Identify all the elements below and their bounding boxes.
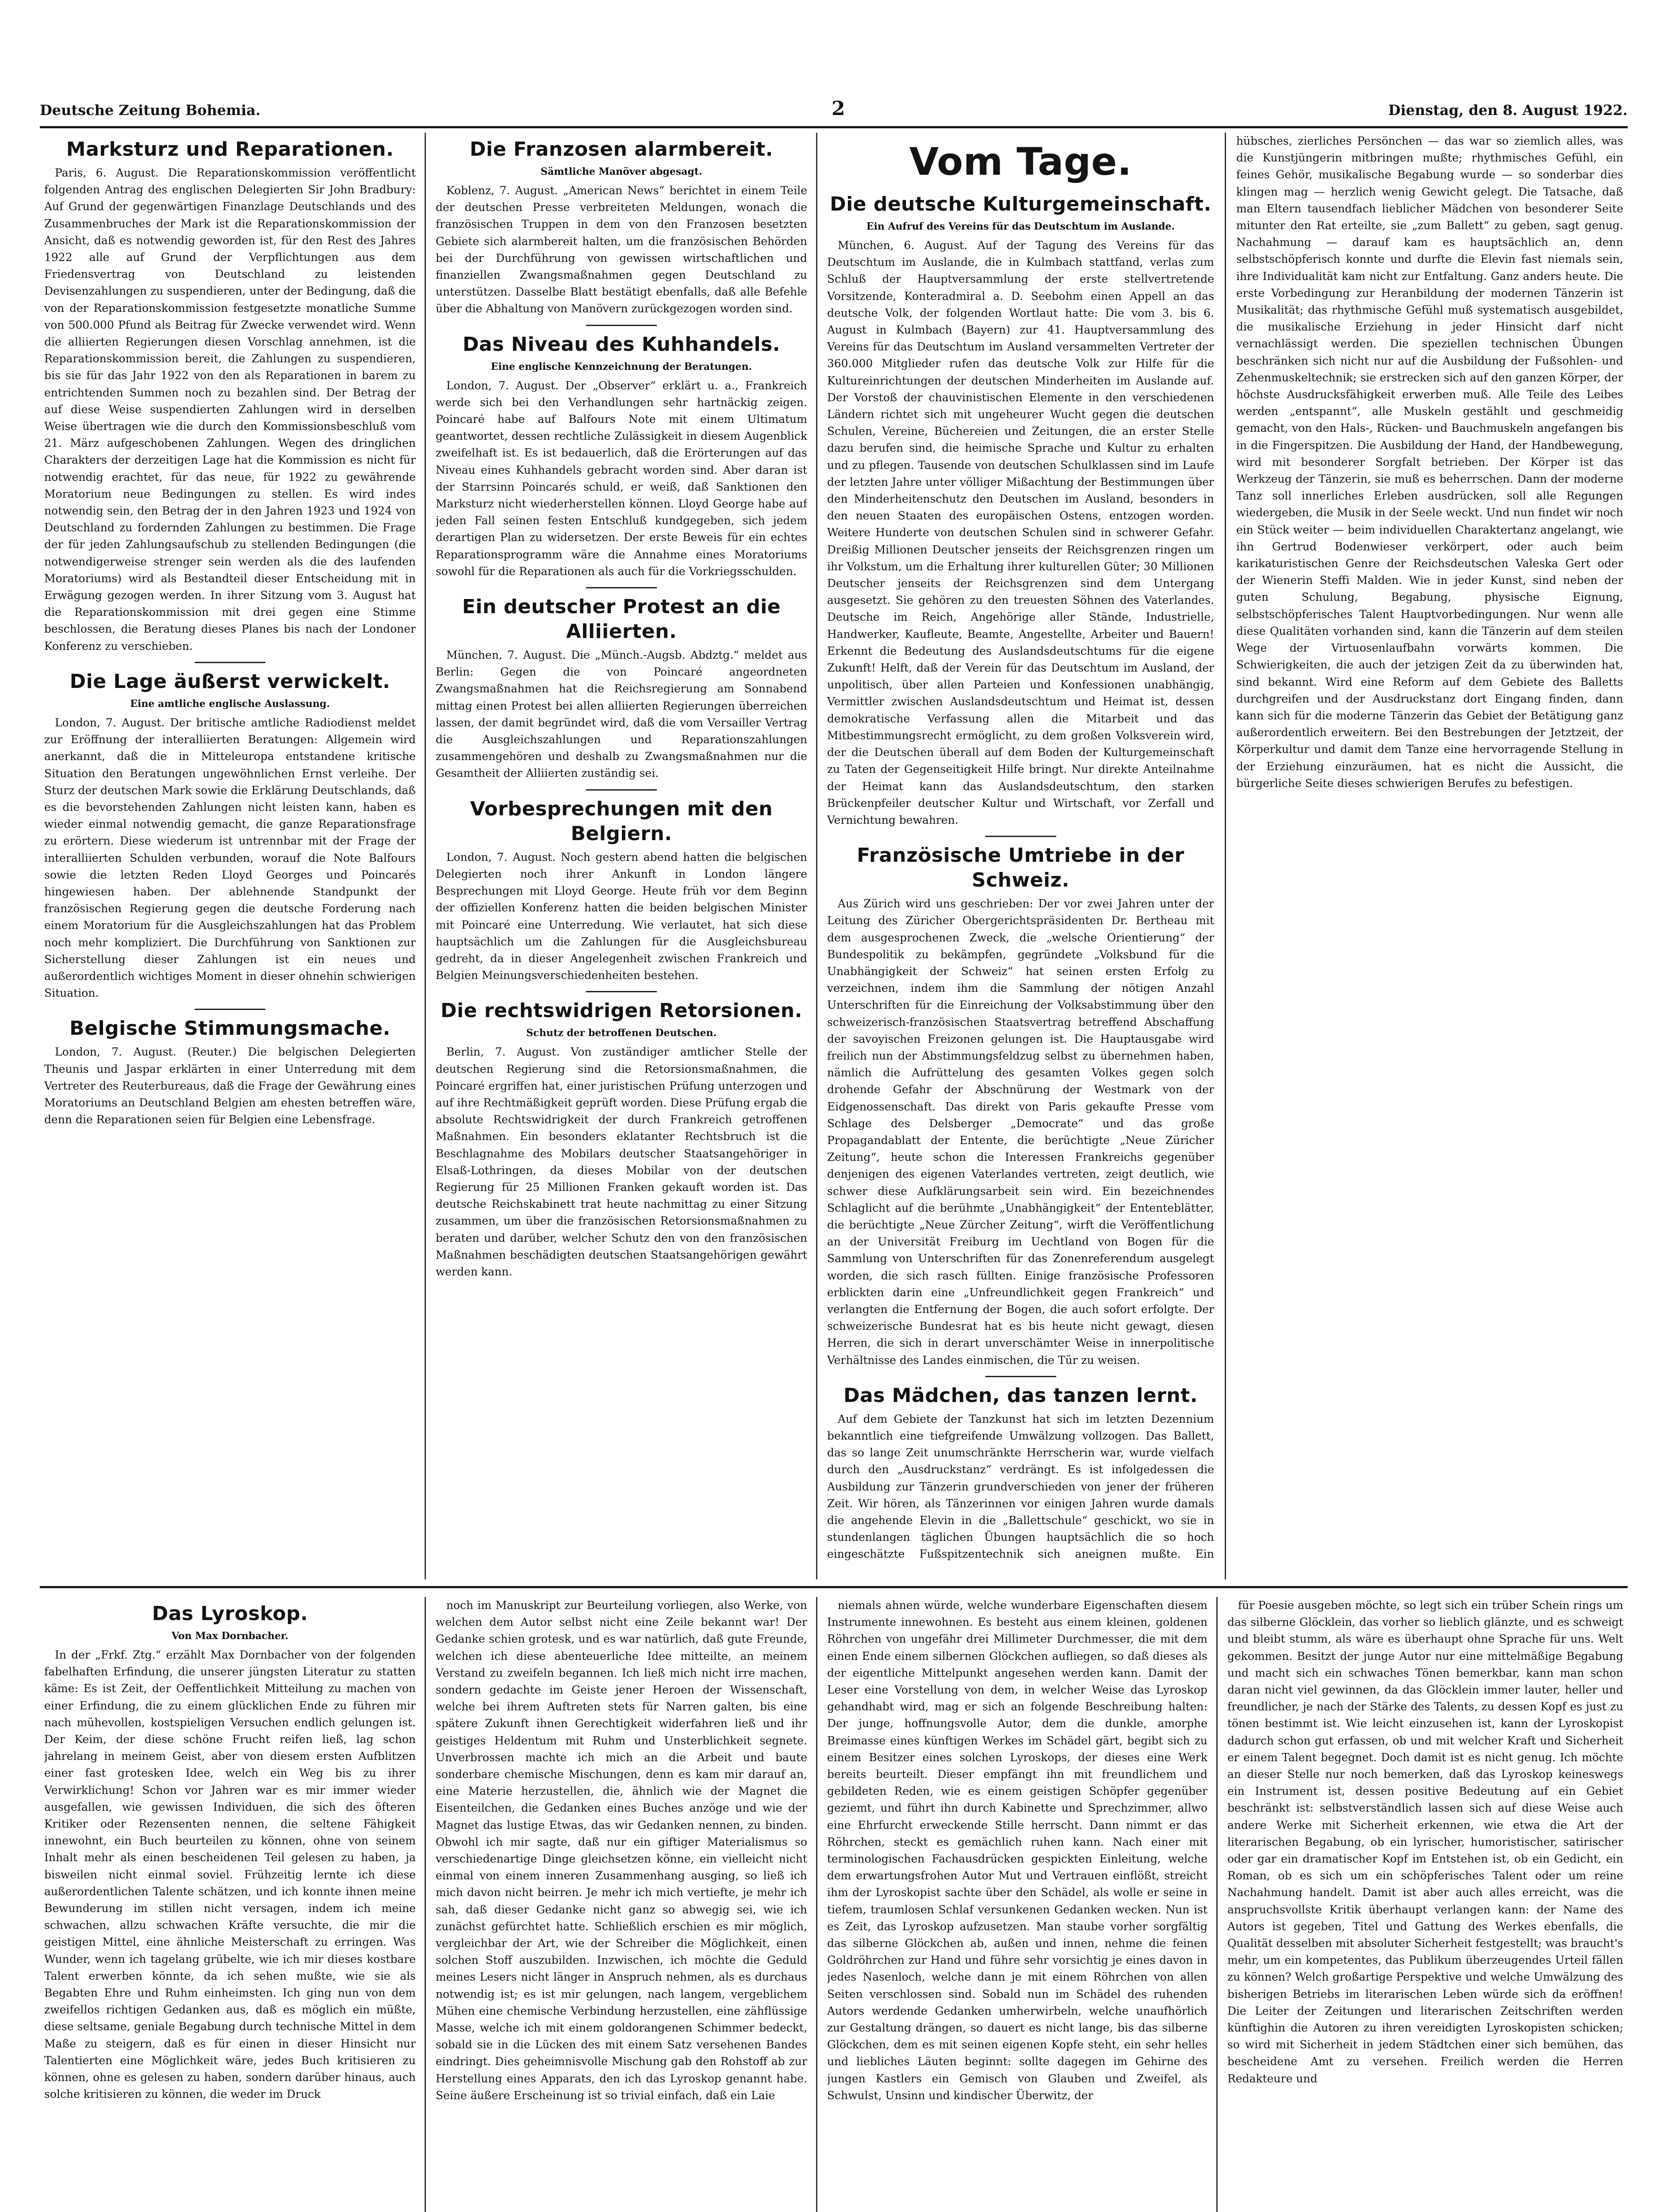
article	[44, 669, 416, 1002]
article-body: Auf dem Gebiete der Tanzkunst hat sich im letzten Dezennium bekanntlich eine tiefgreifende Umwälzung vollzogen. Das Ballett, das so lange Zeit unumschränkte Herrscherin war, wurde vielfach durch den „Ausdruckstanz“ verdrängt. Es ist infolgedessen die Ausbildung zur Tänzerin grundverschieden von jener der früheren Zeit. Wir hören, als Tänzerinnen vor einigen Jahren wurde damals die angehende Elevin in die „Ballettschule“ geschickt, wo sie in stundenlangen täglichen Übungen hauptsächlich die so hoch eingeschätzte Fußspitzentechnik sich aneignen mußte. Ein hübsches, zierliches Persönchen — das war so ziemlich alles, was die Kunstjüngerin mitbringen mußte; rhythmisches Gefühl, ein feines Gehör, musikalische Begabung wurde — so sonderbar dies klingen mag — herzlich wenig Gewicht gelegt. Die Tatsache, daß man Eltern tausendfach lieblicher Mädchen von besonderer Seite mitunter den Rat erteilte, sie „zum Ballett“ zu geben, sagt genug. Nachahmung — darauf kam es hauptsächlich an, denn selbstschöpferisch konnte und durfte die Elevin fast niemals sein, ihre Individualität kam nicht zur Entfaltung. Ganz anders heute. Die erste Vorbedingung zur Heranbildung der modernen Tänzerin ist Musikalität; das rhythmische Gefühl muß systematisch ausgebildet, die musikalische Erziehung in jeder Hinsicht darf nicht vernachlässigt werden. Die speziellen technischen Übungen beschränken sich nicht nur auf die Ausbildung der Fußsohlen- und Zehenmuskeltechnik; sie erstrecken sich auf den ganzen Körper, der höchste Ausdrucksfähigkeit erwerben muß. Alle Teile des Leibes werden „entspannt“, alle Muskeln gestählt und geschmeidig gemacht, von den Hals-, Rücken- und Bauchmuskeln angefangen bis in die Fingerspitzen. Die Ausbildung der Hand, der Handbewegung, wird mit besonderer Sorgfalt betrieben. Der Körper ist das Werkzeug der Tänzerin, sie muß es beherrschen. Dann der moderne Tanz soll innerliches Erleben ausdrücken, soll alle Regungen wiedergeben, die Musik in der Seele weckt. Und nun findet wir noch ein Stück weiter — beim individuellen Charaktertanz angelangt, wie ihn Gertrud Bodenwieser verkörpert, oder auch beim karikaturistischen Genre der Reichsdeutschen Valeska Gert oder der Wienerin Steffi Malden. Wie in jeder Kunst, sind neben der guten Schulung, Begabung, physische Eignung, selbstschöpferisches Talent Hauptvorbedingungen. Nur wenn alle diese Qualitäten vorhanden sind, kann die Tänzerin auf dem steilen Wege der Virtuosenlaufbahn vorwärts kommen. Die Schwierigkeiten, die auch der jetzigen Zeit da zu überwinden hat, sind bekannt. Wird eine Reform auf dem Gebiete des Balletts durchgreifen und der Ausdruckstanz dort Eingang finden, dann kann sich für die moderne Tänzerin das Gebiet der Betätigung ganz außerordentlich erweitern. Bei den Bestrebungen der Jetztzeit, der Körperkultur und damit dem Tanze eine hervorragende Stellung in der Erziehung einzuräumen, hat es nicht die Aussicht, die bürgerliche Seite dieses schwierigen Berufes zu befestigen.	[827, 134, 1623, 1561]
article-body: München, 6. August. Auf der Tagung des Vereins für das Deutschtum im Auslande, die in Kulmbach stattfand, verlas zum Schluß der Hauptversammlung der erste stellvertretende Vorsitzende, Konteradmiral a. D. Seebohm einen Appell an das deutsche Volk, der folgenden Wortlaut hatte: Die vom 3. bis 6. August in Kulmbach (Bayern) zur 41. Hauptversammlung des Vereins für das Deutschtum im Ausland versammelten Vertreter der 360.000 Mitglieder rufen das deutsche Volk zur Hilfe für die Kultureinrichtungen der deutschen Minderheiten im Auslande auf. Der Vorstoß der chauvinistischen Elemente in den verschiedenen Ländern richtet sich mit ungeheurer Wucht gegen die deutschen Schulen, Vereine, Büchereien und Zeitungen, die an erster Stelle dazu berufen sind, die heimische Sprache und Kultur zu erhalten und zu pflegen. Tausende von deutschen Schulklassen sind im Laufe der letzten Jahre unter völliger Mißachtung der Bestimmungen über den Minderheitenschutz den Deutschen im Ausland, besonders in den neuen Staaten des europäischen Ostens, entzogen worden. Weitere Hunderte von deutschen Schulen sind in schwerer Gefahr. Dreißig Millionen Deutscher jenseits der Reichsgrenzen ringen um ihr Volkstum, um die Erhaltung ihrer kulturellen Güter; 30 Millionen Deutscher jenseits der Reichsgrenzen sind dem Untergang ausgesetzt. Sie gehören zu den treuesten Söhnen des Vaterlandes. Deutsche im Reich, Angehörige aller Stände, Industrielle, Handwerker, Kaufleute, Beamte, Angestellte, Arbeiter und Bauern! Erkennt die Bedeutung des Auslandsdeutschtums für die eigene Zukunft! Helft, daß der Verein für das Deutschtum im Ausland, der unpolitisch, über allen Parteien und Konfessionen unabhängig, Vermittler zwischen Auslandsdeutschtum und Heimat ist, dessen demokratische Verfassung allen die Mitarbeit und das Mitbestimmungsrecht ermöglicht, zu dem großen Volksverein wird, der die Deutschen überall auf dem Boden der Kulturgemeinschaft zu Taten der Gegenseitigkeit Hilfe bringt. Nur direkte Anteilnahme der Heimat kann das Auslandsdeutschtum, den starken Brückenpfeiler deutscher Kultur und Wirtschaft, vor Zerfall und Vernichtung bewahren.	[827, 239, 1214, 826]
article-headline: Das Mädchen, das tanzen lernt.	[843, 1384, 1198, 1407]
feuilleton-column-2	[436, 1597, 807, 2212]
article-body: London, 7. August. (Reuter.) Die belgischen Delegierten Theunis und Jaspar erklärten in einer Unterredung mit dem Vertreter des Reuterbureaus, daß die Frage der Gewährung eines Moratoriums an Deutschland Belgien am ehesten betreffen wäre, denn die Reparationen seien für Belgien eine Lebensfrage.	[44, 1045, 416, 1126]
article-body: für Poesie ausgeben möchte, so legt sich ein trüber Schein rings um das silberne Glöcklein, das vorher so lieblich glänzte, und es schweigt und bleibt stumm, als wäre es überhaupt ohne Sprache für uns. Welt gekommen. Besitzt der junge Autor nur eine mittelmäßige Begabung und macht sich ein schwaches Tönen bemerkbar, kann man schon daran nicht viel gewinnen, da das Glöcklein immer lauter, heller und freundlicher, je nach der Stärke des Talents, zu dessen Kopf es just zu tönen bestimmt ist. Wie leicht einzusehen ist, kann der Lyroskopist dadurch schon gut erfassen, ob und mit welcher Kraft und Sicherheit er einem Talent begegnet. Doch damit ist es nicht genug. Ich möchte an dieser Stelle nur noch bemerken, daß das Lyroskop keineswegs ein Instrument ist, dessen positive Bedeutung auf ein Gebiet beschränkt ist: selbstverständlich lassen sich auf diese Weise auch andere Werke mit Sicherheit erkennen, wie etwa die Art der literarischen Begabung, ob ein lyrischer, humoristischer, satirischer oder gar ein dramatischer Kopf im Entstehen ist, ob ein Gedicht, ein Roman, ob es sich um ein schöpferisches Talent oder um reine Nachahmung handelt. Damit ist aber auch alles erreicht, was die anspruchsvollste Kritik überhaupt verlangen kann: der Name des Autors ist gegeben, Titel und Gattung des Werkes ebenfalls, die Qualität desselben mit absoluter Sicherheit festgestellt; was braucht's mehr, um ein kompetentes, das Publikum überzeugendes Urteil fällen zu können? Welch großartige Perspektive und welche Umwälzung des bisherigen Betriebs im literarischen Leben würde sich da eröffnen! Die Leiter der Zeitungen und literarischen Zeitschriften werden künftighin die Autoren zu ihren vereidigten Lyroskopisten schicken; so wird mit Sicherheit in jedem Städtchen einer sich bemühen, das bescheidene Amt zu versehen. Freilich werden die Herren Redakteure und	[1227, 1599, 1623, 2085]
column-divider	[425, 133, 426, 1579]
article-body: London, 7. August. Der britische amtliche Radiodienst meldet zur Eröffnung der interalliierten Beratungen: Allgemein wird anerkannt, daß die in Mitteleuropa entstandene kritische Situation den Beratungen ungewöhnlichen Ernst verleihe. Der Sturz der deutschen Mark sowie die Erklärung Deutschlands, daß es die bevorstehenden Zahlungen nicht leisten kann, haben es wieder einmal notwendig gemacht, die ganze Reparationsfrage zu erörtern. Diese wiederum ist untrennbar mit der Frage der interalliierten Schulden verbunden, worauf die Note Balfours sowie die letzten Reden Lloyd Georges und Poincarés hingewiesen haben. Der ablehnende Standpunkt der französischen Regierung gegen die deutsche Forderung nach einem Moratorium für die Ausgleichszahlungen hat das Problem noch mehr kompliziert. Die Durchführung von Sanktionen zur Sicherstellung dieser Zahlungen ist ein neues und außerordentlich wichtiges Moment in dieser ohnehin schwierigen Situation.	[44, 716, 416, 1000]
article-separator	[586, 587, 657, 588]
article-body: München, 7. August. Die „Münch.-Augsb. Abdztg.“ meldet aus Berlin: Gegen die von Poincaré angeordneten Zwangsmaßnahmen hat die Reichsregierung am Sonnabend mittag einen Protest bei allen alliierten Regierungen überreichen lassen, der damit begründet wird, daß die vom Versailler Vertrag die Ausgleichszahlungen und Reparationszahlungen zusammengehören und deshalb zu Zwangsmaßnahmen nur die Gesamtheit der Alliierten zuständig sei.	[436, 649, 807, 780]
article-separator	[586, 325, 657, 326]
article-headline: Die deutsche Kulturgemeinschaft.	[830, 193, 1211, 215]
article-headline: Die Franzosen alarmbereit.	[470, 138, 773, 161]
article	[44, 1016, 416, 1128]
feuilleton-column-3	[827, 1597, 1207, 2212]
feuilleton-rule	[40, 1586, 1628, 1588]
article-body: Paris, 6. August. Die Reparationskommission veröffentlicht folgenden Antrag des englischen Delegierten Sir John Bradbury: Auf Grund der gegenwärtigen Finanzlage Deutschlands und des Zusammenbruches der Mark ist die Reparationskommission der Ansicht, daß es notwendig geworden ist, für den Rest des Jahres 1922 alle auf Grund der Verpflichtungen aus dem Friedensvertrag von Deutschland zu leistenden Devisenzahlungen zu suspendieren, unter der Bedingung, daß die von der Reparationskommission festgesetzte monatliche Summe von 500.000 Pfund als Beitrag für Zwecke verwendet wird. Wenn die alliierten Regierungen diesen Vorschlag annehmen, ist die Reparationskommission bereit, die Zahlungen zu suspendieren, bis sie für das Jahr 1922 von den als Reparationen in barem zu entrichtenden Summen noch zu bezahlen sind. Der Betrag der auf diese Weise suspendierten Zahlungen wird in derselben Weise übertragen wie die durch den Kommissionsbeschluß vom 21. März aufgeschobenen Zahlungen. Wegen des dringlichen Charakters der derzeitigen Lage hat die Kommission es nicht für notwendig erachtet, für das neue, für 1922 zu gewährende Moratorium neue Bedingungen zu stellen. Es wird indes notwendig sein, den Betrag der in den Jahren 1923 und 1924 von Deutschland zu fordernden Zahlungen zu bestimmen. Die Frage der für jeden Zahlungsaufschub zu stellenden Bedingungen (die notwendigerweise strenger sein werden als die des laufenden Moratoriums) wird als Bestandteil dieser Entscheidung mit in Erwägung gezogen werden. In ihrer Sitzung vom 3. August hat die Reparationskommission mit drei gegen eine Stimme beschlossen, die Beratung dieses Planes bis nach der Londoner Konferenz zu verschieben.	[44, 166, 416, 653]
article	[436, 332, 807, 580]
article	[827, 139, 1214, 185]
column-divider	[816, 133, 817, 1579]
article-subhead: Von Max Dornbacher.	[171, 1630, 289, 1642]
article-body: Aus Zürich wird uns geschrieben: Der vor zwei Jahren unter der Leitung des Züricher Obergerichtspräsidenten Dr. Bertheau mit dem ausgesprochenen Zweck, die „welsche Orientierung“ der Bundespolitik zu bekämpfen, gegründete „Volksbund für die Unabhängigkeit der Schweiz“ hat seinen ersten Erfolg zu verzeichnen, indem ihm die Sammlung der nötigen Anzahl Unterschriften für die Einreichung der Volksabstimmung über den schweizerisch-französischen Staatsvertrag betreffend Abschaffung der savoyischen Freizonen gelungen ist. Die Hauptausgabe wird freilich nun der Abstimmungsfeldzug selbst zu übernehmen haben, nämlich die Aufrüttelung des gesamten Volkes gegen solch drohende Gefahr der Abschnürung der Westmark von der Eidgenossenschaft. Das direkt von Paris gekaufte Presse vom Schlage des Delsberger „Democrate“ und das große Propagandablatt der Entente, die berüchtigte „Neue Züricher Zeitung“, heute schon die Interessen Frankreichs gegenüber denjenigen des eigenen Vaterlandes vertreten, zeigt deutlich, wie schwer diese Aufklärungsarbeit sein wird. Ein bezeichnendes Schlaglicht auf die berühmte „Unabhängigkeit“ der Ententeblätter, die berüchtigte „Neue Zürcher Zeitung“, wirft die Veröffentlichung an der Universität Freiburg im Uechtland von Bogen für die Sammlung von Unterschriften für das Zonenreferendum ausgelegt worden, die sich rasch füllten. Einige französische Professoren erblickten darin eine „Unfreundlichkeit gegen Frankreich“ und verlangten die Entfernung der Bogen, die auch sofort erfolgte. Der schweizerische Bundesrat hat es bis heute nicht gewagt, diesen Herren, die sich in derart unverschämter Weise in innerpolitische Verhältnisse des Landes einmischen, die Tür zu weisen.	[827, 897, 1214, 1367]
column-divider	[816, 1597, 817, 2212]
article	[44, 1601, 416, 2103]
article	[827, 192, 1214, 829]
masthead	[40, 97, 1628, 124]
column-divider	[425, 1597, 426, 2212]
article	[436, 137, 807, 318]
article-separator	[586, 991, 657, 992]
article-headline: Belgische Stimmungsmache.	[69, 1017, 391, 1040]
masthead-page-number: 2	[832, 97, 845, 120]
article-body: niemals ahnen würde, welche wunderbare Eigenschaften diesem Instrumente innewohnen. Es besteht aus einem kleinen, goldenen Röhrchen von ungefähr drei Millimeter Durchmesser, die mit dem einen Ende einem silbernen Glöckchen aufliegen, so daß dieses als der eigentliche Mittelpunkt angesehen werden kann. Damit der Leser eine Vorstellung von dem, in welcher Weise das Lyroskop gehandhabt wird, mag er sich an folgende Beschreibung halten: Der junge, hoffnungsvolle Autor, dem die dunkle, amorphe Breimasse eines künftigen Werkes im Schädel gärt, begibt sich zu einem Besitzer eines solchen Lyroskops, der dieses eine Werk bereits beurteilt. Dieser empfängt ihn mit freundlichem und gebildeten Reden, wie es einem geistigen Schöpfer gegenüber geziemt, und führt ihn durch Kabinette und Sprechzimmer, allwo eine Ehrfurcht erweckende Stille herrscht. Dann nimmt er das Röhrchen, steckt es gemächlich ruhen kann. Nach einer mit terminologischen Fachausdrücken gespickten Einleitung, welche dem erwartungsfrohen Autor Mut und Vertrauen einflößt, streicht ihm der Lyroskopist sachte über den Schädel, als wolle er seine in tiefem, traumlosen Schlaf versunkenen Gedanken wecken. Nun ist es Zeit, das Lyroskop aufzusetzen. Man staube vorher sorgfältig das silberne Glöckchen ab, außen und innen, nehme die feinen Goldröhrchen zur Hand und führe sehr vorsichtig je eines davon in jedes Nasenloch, welche dann je mit einem Röhrchen von allen Seiten verschlossen sind. Sobald nun im Schädel des ruhenden Autors werdende Gedanken umherwirbeln, welche unaufhörlich zur Gestaltung drängen, so dauert es nicht lange, bis das silberne Glöckchen, dem es mit seinen eigenen Kopfe steht, ein sehr helles und liebliches Läuten beginnt: sollte dagegen im Gehirne des jungen Kastlers ein Gemisch von Glauben und Zweifel, als Schwulst, Unsinn und kindischer Überwitz, der	[827, 1599, 1207, 2102]
feuilleton-column-1	[44, 1597, 416, 2212]
article-headline: Das Lyroskop.	[152, 1602, 308, 1625]
article-body: In der „Frkf. Ztg.“ erzählt Max Dornbacher von der folgenden fabelhaften Erfindung, die unserer jüngsten Literatur zu statten käme: Es ist Zeit, der Oeffentlichkeit Mitteilung zu machen von einer Erfindung, die zu einem glücklichen Ende zu führen mir nach mühevollen, kostspieligen Versuchen endlich gelungen ist. Der Keim, der diese schöne Frucht reifen ließ, lag schon jahrelang in meinem Geist, aber von diesem ersten Aufblitzen einer fast grotesken Idee, welch ein Weg bis zu ihrer Verwirklichung! Schon vor Jahren war es mir immer wieder ausgefallen, wie gewissen Individuen, die sich des öfteren Kritiker oder Rezensenten nennen, die seltene Fähigkeit innewohnt, ein Buch beurteilen zu können, ohne von seinem Inhalt mehr als einen bescheidenen Teil gelesen zu haben, ja bisweilen nicht einmal soviel. Frühzeitig lernte ich diese außerordentlichen Talente schätzen, und ich konnte ihnen meine Bewunderung im stillen nicht versagen, indem ich meine schwachen, allzu schwachen Kräfte versuchte, die mir die geistigen Mittel, eine ähnliche Meisterschaft zu erringen. Was Wunder, wenn ich tagelang grübelte, wie ich mir dieses kostbare Talent erwerben könnte, da ich sehen mußte, wie sie als Begabten Ehre und Ruhm einheimsten. Ich ging nun von dem zweifellos richtigen Gedanken aus, daß es möglich ein müßte, diese seltsame, geniale Begabung durch technische Mittel in dem Maße zu steigern, daß es für einen in dieser Hinsicht nur Talentierten eine Möglichkeit wäre, jedes Buch kritisieren zu können, ohne es gelesen zu haben, sondern darüber hinaus, auch solche kritisieren zu können, die weder im Druck	[44, 1648, 416, 2101]
article	[827, 843, 1214, 1369]
article-headline: Ein deutscher Protest an die Alliierten.	[462, 595, 781, 643]
article-headline: Französische Umtriebe in der Schweiz.	[857, 844, 1184, 892]
article-separator	[985, 836, 1056, 837]
article-body: Berlin, 7. August. Von zuständiger amtlicher Stelle der deutschen Regierung sind die Retorsionsmaßnahmen, die Poincaré ergriffen hat, einer juristischen Prüfung unterzogen und auf ihre Rechtmäßigkeit geprüft worden. Diese Prüfung ergab die absolute Rechtswidrigkeit der durch Frankreich getroffenen Maßnahmen. Ein besonders eklatanter Rechtsbruch ist die Beschlagnahme des Mobilars deutscher Staatsangehöriger in Elsaß-Lothringen, da dieses Mobilar von der deutschen Regierung für 25 Millionen Franken gekauft worden ist. Das deutsche Reichskabinett trat heute nachmittag zu einer Sitzung zusammen, um über die französischen Retorsionsmaßnahmen zu beraten und darüber, welcher Schutz den von den französischen Maßnahmen beschädigten deutschen Staatsangehörigen gewährt werden kann.	[436, 1045, 807, 1278]
column-divider	[1216, 1597, 1218, 2212]
article-headline: Die Lage äußerst verwickelt.	[69, 670, 391, 693]
article	[436, 1597, 807, 2104]
article-subhead: Eine amtliche englische Auslassung.	[130, 698, 330, 710]
article-separator	[586, 789, 657, 791]
article	[436, 998, 807, 1280]
article-subhead: Sämtliche Manöver abgesagt.	[540, 166, 702, 177]
article-headline: Die rechtswidrigen Retorsionen.	[441, 999, 802, 1022]
article-body: noch im Manuskript zur Beurteilung vorliegen, also Werke, von welchen dem Autor selbst nicht eine Zeile bekannt war! Der Gedanke schien grotesk, und es war natürlich, daß gute Freunde, welchen ich diese abenteuerliche Idee mitteilte, an meinem Verstand zu zweifeln begannen. Ich ließ mich nicht irre machen, sondern gedachte im Geiste jener Heroen der Wissenschaft, welche bei ihrem Auftreten stets für Narren galten, bis eine spätere Zukunft ihnen Gerechtigkeit widerfahren ließ und ihr geistiges Heldentum mit Ruhm und Unsterblichkeit segnete. Unverbrossen machte ich mich an die Arbeit und baute sonderbare chemische Mischungen, denn es kam mir darauf an, eine Materie herzustellen, die, ähnlich wie der Magnet die Eisenteilchen, die Gedanken eines Buches anzöge und wie der Magnet das lustige Etwas, das wir Gedanken nennen, zu binden. Obwohl ich mir sagte, daß nur ein giftiger Materialismus so verschiedenartige Dinge gleichsetzen könne, ein vielleicht nicht einmal von einem inneren Zusammenhang ausging, so ließ ich mich davon nicht beirren. Je mehr ich mich vertiefte, je mehr ich sah, daß dieser Gedanke nicht ganz so abwegig sei, wie ich zunächst gefürchtet hatte. Schließlich erschien es mir möglich, vergleichbar der Art, wie der Schreiber die Möglichkeit, einen solchen Stoff auszubilden. Inzwischen, ich möchte die Geduld meines Lesers nicht länger in Anspruch nehmen, als es durchaus notwendig ist; es ist mir gelungen, nach langem, vergeblichem Mühen eine chemische Verbindung herzustellen, eine zähflüssige Masse, welche ich mit einem goldorangenen Schimmer bedeckt, sobald sie in die Lücken des mit einem Satz versehenen Bandes eindringt. Dies geheimnisvolle Mischung gab den Rohstoff ab zur Herstellung eines Apparats, den ich das Lyroskop genannt habe. Seine äußere Erscheinung ist so trivial einfach, daß ein Laie	[436, 1599, 807, 2102]
article-subhead: Eine englische Kennzeichnung der Beratungen.	[491, 361, 752, 373]
article	[1227, 1597, 1623, 2087]
article-body: London, 7. August. Noch gestern abend hatten die belgischen Delegierten noch ihrer Ankunft in London längere Besprechungen mit Lloyd George. Heute früh vor dem Beginn der offiziellen Konferenz hatten die beiden belgischen Minister mit Poincaré eine Unterredung. Wie verlautet, hat sich diese hauptsächlich um die Zahlungen für die Ausgleichsbureau gedreht, da in dieser Angelegenheit zwischen Frankreich und Belgien Meinungsverschiedenheiten bestehen.	[436, 850, 807, 982]
feuilleton-column-4	[1227, 1597, 1623, 2212]
article	[436, 595, 807, 782]
column-1	[44, 133, 416, 1579]
top-rule	[40, 126, 1628, 128]
article-headline: Vorbesprechungen mit den Belgiern.	[470, 797, 773, 845]
article-headline: Marksturz und Reparationen.	[66, 138, 394, 161]
article	[827, 1597, 1207, 2104]
article-separator	[985, 1376, 1056, 1377]
article-headline: Vom Tage.	[909, 140, 1132, 184]
column-2	[436, 133, 807, 1579]
article	[436, 797, 807, 984]
article-subhead: Schutz der betroffenen Deutschen.	[526, 1027, 717, 1039]
article-body: Koblenz, 7. August. „American News“ berichtet in einem Teile der deutschen Presse verbreiteten Meldungen, wonach die französischen Truppen in dem von den Franzosen besetzten Gebiete sich alarmbereit halten, um die französischen Behörden bei der Durchführung von gewissen wirtschaftlichen und finanziellen Zwangsmaßnahmen gegen Deutschland zu unterstützen. Dasselbe Blatt bestätigt ebenfalls, daß alle Befehle über die Abhaltung von Manövern zurückgezogen worden sind.	[436, 184, 807, 315]
column-3-4	[827, 133, 1623, 1579]
article	[44, 137, 416, 655]
masthead-date: Dienstag, den 8. August 1922.	[1388, 102, 1628, 119]
article-body: London, 7. August. Der „Observer“ erklärt u. a., Frankreich werde sich bei den Verhandlungen sehr hartnäckig zeigen. Poincaré habe auf Balfours Note mit einem Ultimatum geantwortet, dessen rechtliche Zulässigkeit in diesem Augenblick zweifelhaft ist. Es ist bedauerlich, daß die Erörterungen auf das Niveau eines Kuhhandels gebracht worden sind. Aber daran ist der Starrsinn Poincarés schuld, er weiß, daß Sanktionen den Marksturz nicht wiederherstellen können. Lloyd George habe auf jeden Fall seinen festen Entschluß kundgegeben, sich jedem derartigen Plan zu widersetzen. Der erste Beweis für ein echtes Reparationsprogramm wäre die Annahme eines Moratoriums sowohl für die Reparationen als auch für die Vorkriegsschulden.	[436, 379, 807, 578]
article-separator	[195, 662, 265, 663]
article-headline: Das Niveau des Kuhhandels.	[463, 333, 780, 356]
article-subhead: Ein Aufruf des Vereins für das Deutschtum im Auslande.	[866, 221, 1175, 232]
article-separator	[195, 1009, 265, 1010]
masthead-paper-name: Deutsche Zeitung Bohemia.	[40, 102, 261, 119]
